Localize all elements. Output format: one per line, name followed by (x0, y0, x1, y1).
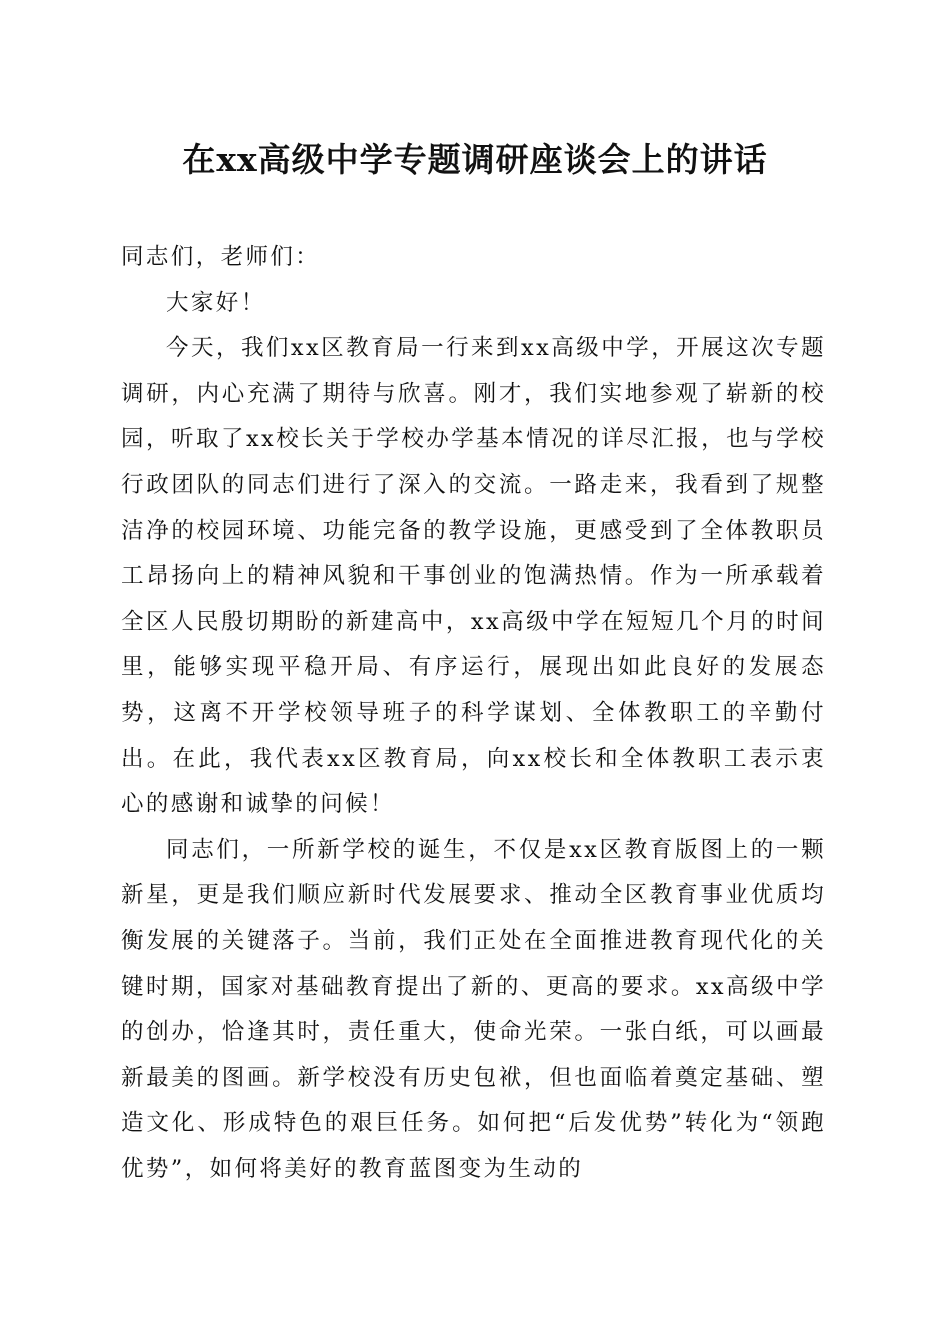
paragraph-greeting: 大家好！ (166, 289, 266, 316)
paragraph-1: 今天，我们xx区教育局一行来到xx高级中学，开展这次专题调研，内心充满了期待与欣喜。刚才，我们实地参观了崭新的校园，听取了xx校长关于学校办学基本情况的详尽汇报，也与学校行政团队的同志们进行了深入的交流。一路走来，我看到了规整洁净的校园环境、功能完备的教学设施，更感受到了全体教职员工昂扬向上的精神风貌和干事创业的饱满热情。作为一所承载着全区人民殷切期盼的新建高中，xx高级中学在短短几个月的时间里，能够实现平稳开局、有序运行，展现出如此良好的发展态势，这离不开学校领导班子的科学谋划、全体教职工的辛勤付出。在此，我代表xx区教育局，向xx校长和全体教职工表示衷心的感谢和诚挚的问候！ (121, 335, 826, 818)
document-title: 在xx高级中学专题调研座谈会上的讲话 (182, 140, 768, 179)
document-body (121, 235, 826, 1192)
salutation: 同志们，老师们： (121, 244, 321, 270)
paragraph-2: 同志们，一所新学校的诞生，不仅是xx区教育版图上的一颗新星，更是我们顺应新时代发展要求、推动全区教育事业优质均衡发展的关键落子。当前，我们正处在全面推进教育现代化的关键时期，国家对基础教育提出了新的、更高的要求。xx高级中学的创办，恰逢其时，责任重大，使命光荣。一张白纸，可以画最新最美的图画。新学校没有历史包袱，但也面临着奠定基础、塑造文化、形成特色的艰巨任务。如何把“后发优势”转化为“领跑优势”，如何将美好的教育蓝图变为生动的 (121, 836, 826, 1182)
